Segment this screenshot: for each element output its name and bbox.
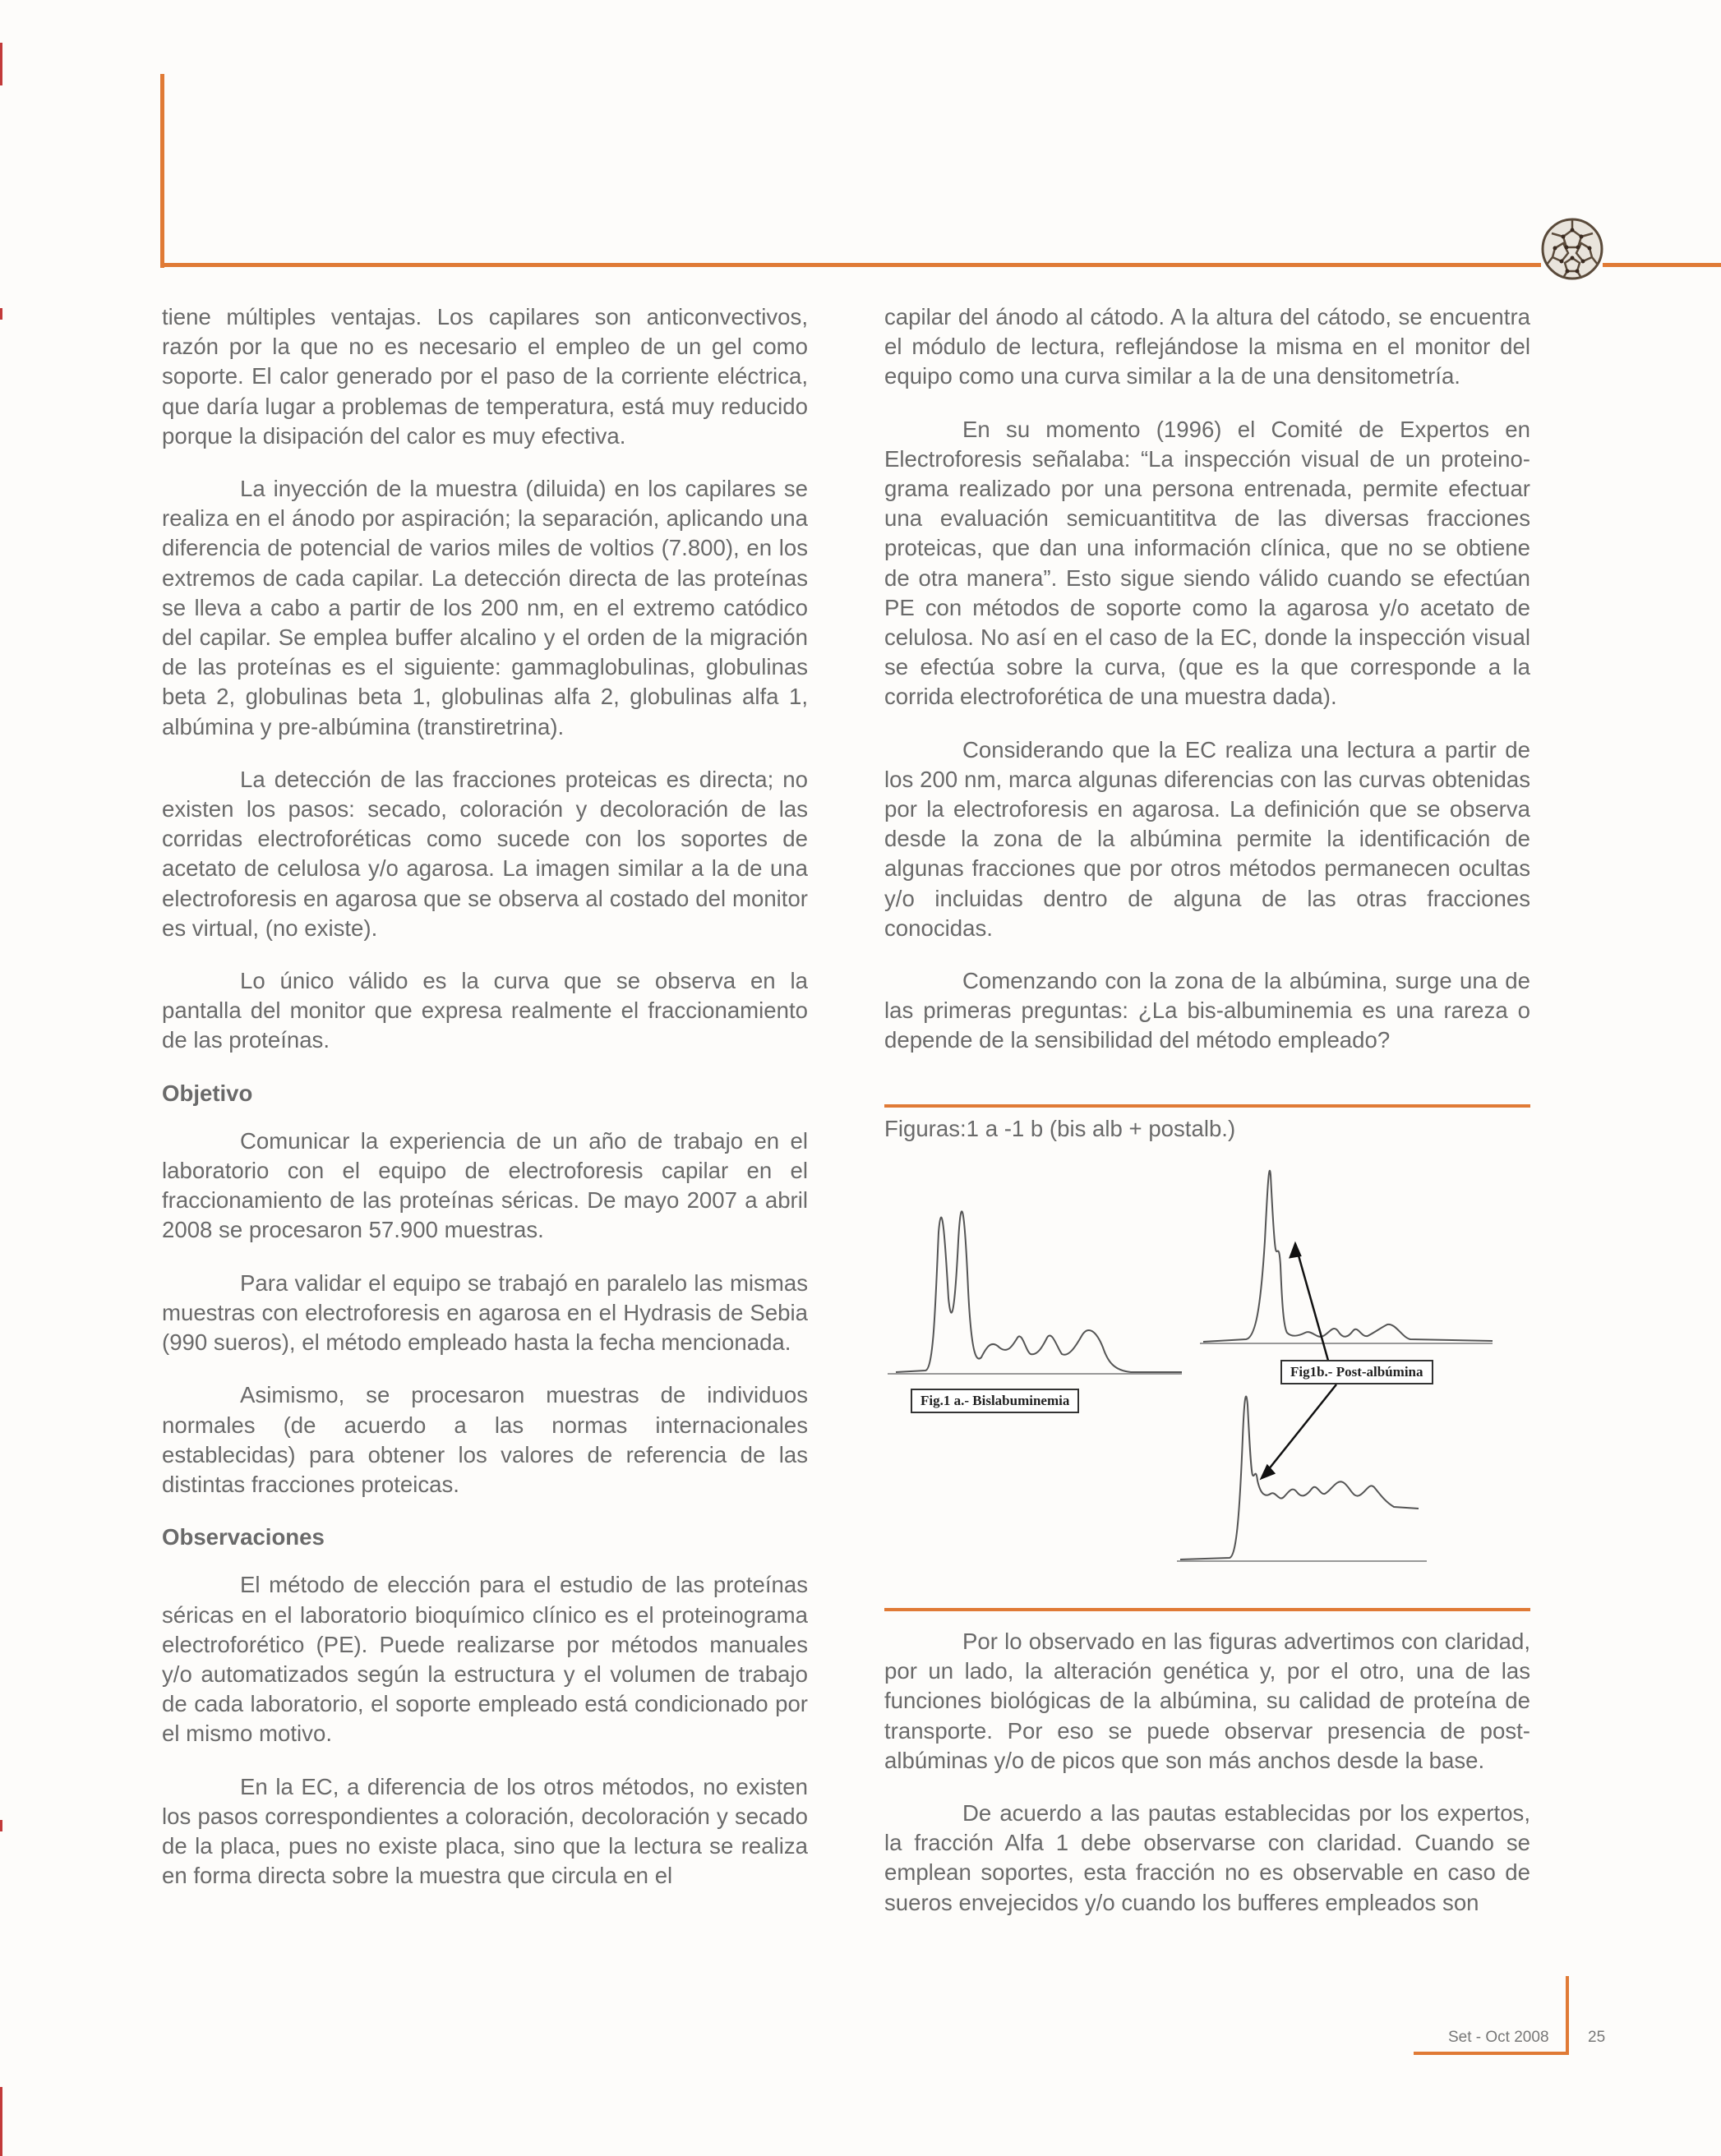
edge-mark <box>0 308 2 320</box>
figure-rule-top <box>884 1104 1530 1108</box>
paragraph: Lo único válido es la curva que se observa en la pantalla del monitor que expresa realmente el fraccionamiento de las proteínas. <box>162 968 808 1053</box>
figure-rule-bottom <box>884 1608 1530 1611</box>
section-heading-objetivo: Objetivo <box>162 1080 253 1106</box>
paragraph: Por lo observado en las figuras advertimos con claridad, por un lado, la alteración genética y, por el otro, una de las funciones biológicas de la albúmina, su calidad de proteína de transporte. Por eso se puede observar presencia de post-albúminas y/o de picos que son más anchos desde la base. <box>884 1629 1530 1773</box>
paragraph: El método de elección para el estudio de las proteínas séricas en el laboratorio bioquímico clínico es el proteinograma electroforético (PE). Puede realizarse por métodos manuales y/o automatizados según la estructura y el volumen de trabajo de cada laboratorio, el soporte empleado está condicionado por el mismo motivo. <box>162 1572 808 1747</box>
paragraph: En la EC, a diferencia de los otros métodos, no existen los pasos correspondientes a coloración, decoloración y secado de la placa, pues no existe placa, sino que la lectura se realiza en forma directa sobre la muestra que circula en el <box>162 1773 808 1889</box>
paragraph: Considerando que la EC realiza una lectura a partir de los 200 nm, marca algunas diferencias con las curvas obtenidas por la electroforesis en agarosa. La definición que se observa desde la zona de la albúmina permite la identificación de algunas fracciones que por otros métodos permanecen ocultas y/o incluidas dentro de alguna de las otras fracciones conocidas. <box>884 736 1530 941</box>
paragraph: tiene múltiples ventajas. Los capilares son anticonvectivos, razón por la que no es necesario el empleo de un gel como soporte. El calor generado por el paso de la corriente eléctrica, que daría lugar a problemas de temperatura, está muy reducido porque la disipación del calor es muy efectiva. <box>162 304 808 449</box>
footer-divider-vertical <box>1566 1976 1569 2055</box>
paragraph: La detección de las fracciones proteicas es directa; no existen los pasos: secado, coloración y decoloración de las corridas electroforéticas como sucede con los soportes de acetato de celulosa y/o agarosa. La imagen similar a la de una electroforesis en agarosa que se observa al costado del monitor es virtual, (no existe). <box>162 766 808 941</box>
figure-label-1b: Fig1b.- Post-albúmina <box>1280 1360 1433 1384</box>
paragraph: Para validar el equipo se trabajó en paralelo las mismas muestras con electroforesis en agarosa en el Hydrasis de Sebia (990 sueros), el método empleado hasta la fecha mencionada. <box>162 1269 808 1356</box>
paragraph: Comenzando con la zona de la albúmina, surge una de las primeras preguntas: ¿La bis-albuminemia es una rareza o depende de la sensibilidad del método empleado? <box>884 968 1530 1053</box>
header-frame-horizontal-right <box>1603 263 1721 267</box>
footer-date: Set - Oct 2008 <box>1448 2029 1549 2046</box>
paragraph: capilar del ánodo al cátodo. A la altura del cátodo, se encuentra el módulo de lectura, reflejándose la misma en el monitor del equipo como una curva similar a la de una densitometría. <box>884 304 1530 389</box>
figure-caption: Figuras:1 a -1 b (bis alb + postalb.) <box>884 1116 1236 1141</box>
section-heading-observaciones: Observaciones <box>162 1524 325 1550</box>
paragraph: De acuerdo a las pautas establecidas por los expertos, la fracción Alfa 1 debe observarse con claridad. Cuando se emplean soportes, esta fracción no es observable en caso de sueros envejecidos y/o cuando los bufferes empleados son <box>884 1800 1530 1915</box>
paragraph: En su momento (1996) el Comité de Expertos en Electroforesis señalaba: “La inspección visual de un proteino-grama realizado por una persona entrenada, permite efectuar una evaluación semicuantititva de las diversas fracciones proteicas, que dan una información clínica, que no se obtiene de otra manera”. Esto sigue siendo válido cuando se efectúan PE con métodos de soporte como la agarosa y/o acetato de celulosa. No así en el caso de la EC, donde la inspección visual se efectúa sobre la curva, (que es la que corresponde a la corrida electroforética de una muestra dada). <box>884 416 1530 710</box>
paragraph: Comunicar la experiencia de un año de trabajo en el laboratorio con el equipo de electroforesis capilar en el fraccionamiento de las proteínas séricas. De mayo 2007 a abril 2008 se procesaron 57.900 muestras. <box>162 1127 808 1243</box>
header-frame-horizontal <box>160 263 1541 267</box>
fullerene-logo-icon <box>1539 215 1606 283</box>
left-column <box>162 302 808 1914</box>
footer-divider-horizontal <box>1414 2052 1569 2055</box>
curve-bisalbuminemia <box>896 1211 1182 1372</box>
edge-mark <box>0 43 2 85</box>
paragraph: La inyección de la muestra (diluida) en los capilares se realiza en el ánodo por aspiración; la separación, aplicando una diferencia de potencial de varios miles de voltios (7.800), en los extremos de cada capilar. La detección directa de las proteínas se lleva a cabo a partir de los 200 nm, en el extremo catódico del capilar. Se emplea buffer alcalino y el orden de la migración de las proteínas es el siguiente: gammaglobulinas, globulinas beta 2, globulinas beta 1, globulinas alfa 2, globulinas alfa 1, albúmina y pre-albúmina (transtiretrina). <box>162 476 808 739</box>
right-column-upper <box>884 302 1530 1079</box>
arrow-to-postalbumin-lower <box>1262 1384 1336 1478</box>
curve-postalbumin <box>1203 1171 1493 1342</box>
header-frame-vertical <box>160 74 164 268</box>
figure-label-1a: Fig.1 a.- Bislabuminemia <box>911 1389 1079 1413</box>
page-number: 25 <box>1588 2029 1606 2046</box>
edge-mark <box>0 1820 2 1831</box>
right-column-lower <box>884 1627 1530 1941</box>
arrow-to-postalbumin-upper <box>1295 1244 1331 1372</box>
electrophoresis-figure <box>884 1142 1530 1569</box>
curve-lower <box>1180 1396 1419 1559</box>
edge-mark <box>0 2087 2 2156</box>
paragraph: Asimismo, se procesaron muestras de individuos normales (de acuerdo a las normas internacionales establecidas) para obtener los valores de referencia de las distintas fracciones proteicas. <box>162 1382 808 1497</box>
